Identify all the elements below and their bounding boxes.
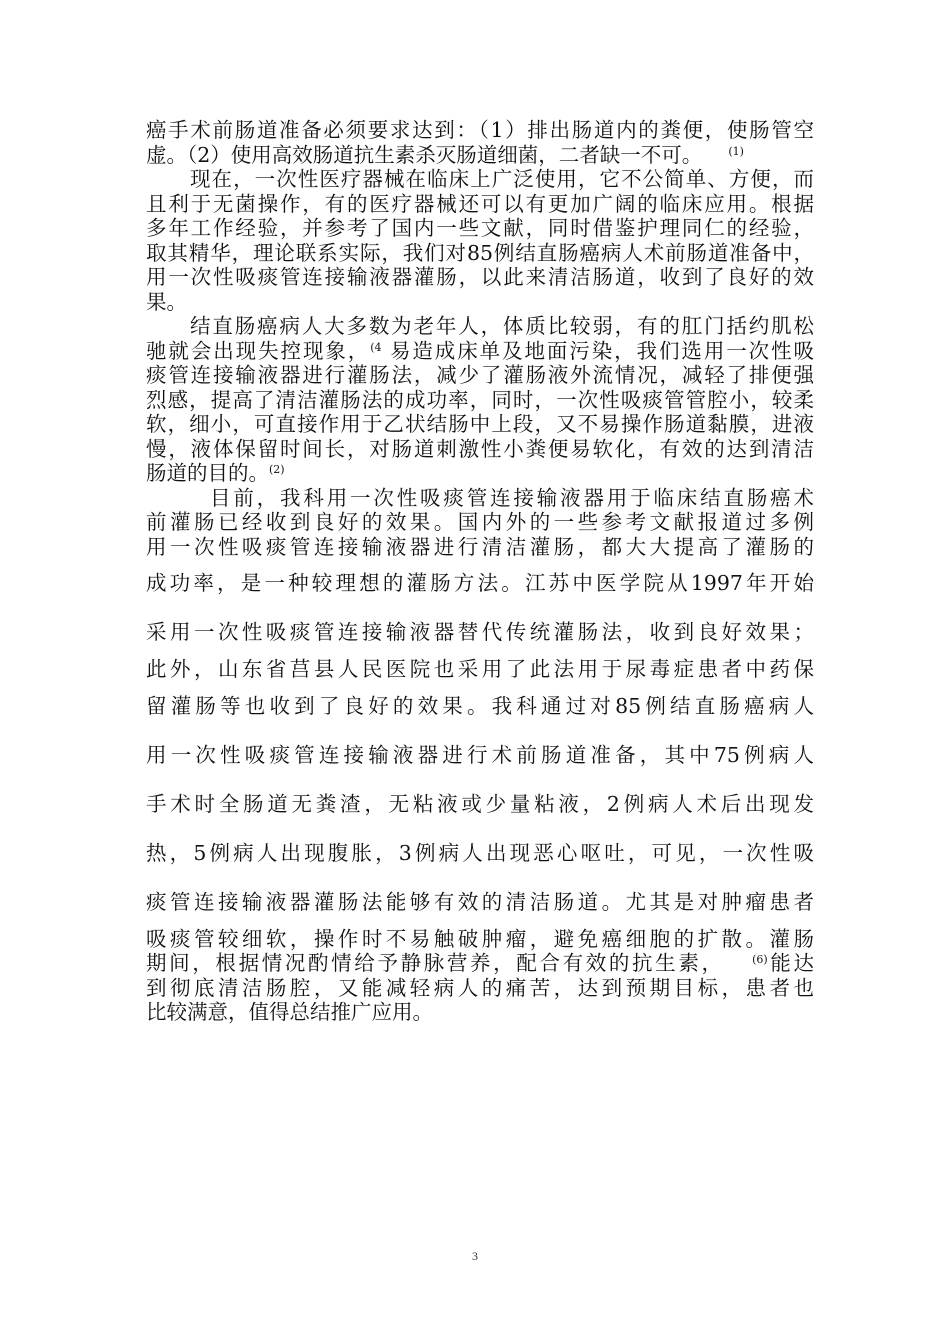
- text-line: 用一次性吸痰管连接输液器进行术前肠道准备，其中75例病人: [146, 742, 814, 767]
- text-line: 比较满意，值得总结推广应用。: [146, 1000, 433, 1024]
- page-number: 3: [472, 1249, 478, 1263]
- text-line: 采用一次性吸痰管连接输液器替代传统灌肠法，收到良好效果；: [146, 620, 814, 644]
- text-line: 烈感，提高了清洁灌肠法的成功率，同时，一次性吸痰管管腔小，较柔: [146, 387, 814, 412]
- paragraph-1: [146, 118, 814, 167]
- text-line: [146, 461, 814, 486]
- text-line: 软，细小，可直接作用于乙状结肠中上段，又不易操作肠道黏膜，进液: [146, 412, 814, 436]
- text-line: 手术时全肠道无粪渣，无粘液或少量粘液，2例病人术后出现发: [146, 791, 814, 816]
- text-line: 目前，我科用一次性吸痰管连接输液器用于临床结直肠癌术: [210, 485, 814, 510]
- text-span: 期间，根据情况酌情给予静脉营养，配合有效的抗生素，: [146, 951, 725, 975]
- text-line: 且利于无菌操作，有的医疗器械还可以有更加广阔的临床应用。根据: [146, 191, 814, 216]
- text-line: 癌手术前肠道准备必须要求达到：（1）排出肠道内的粪便，使肠管空: [146, 118, 814, 142]
- text-line: 多年工作经验，并参考了国内一些文献，同时借鉴护理同仁的经验，: [146, 216, 814, 240]
- text-line: 取其精华，理论联系实际，我们对85例结直肠癌病人术前肠道准备中，: [146, 240, 814, 265]
- text-line: 痰管连接输液器灌肠法能够有效的清洁肠道。尤其是对肿瘤患者: [146, 889, 814, 914]
- text-span: 能达: [767, 951, 814, 975]
- paragraph-3: [146, 314, 814, 486]
- paragraph-2: [146, 167, 814, 314]
- text-line: 热，5例病人出现腹胀，3例病人出现恶心呕吐，可见，一次性吸: [146, 840, 814, 865]
- citation-2: (2): [269, 463, 285, 476]
- text-span: 易造成床单及地面污染，我们选用一次性吸: [389, 338, 814, 363]
- text-line: [146, 339, 814, 364]
- text-span: 虚。（2）使用高效肠道抗生素杀灭肠道细菌，二者缺一不可。: [146, 142, 703, 167]
- text-line: 此外，山东省莒县人民医院也采用了此法用于尿毒症患者中药保: [146, 657, 814, 681]
- text-line: [146, 951, 814, 976]
- text-line: 用一次性吸痰管连接输液器灌肠，以此来清洁肠道，收到了良好的效: [146, 265, 814, 289]
- citation-1: (1): [728, 144, 744, 158]
- text-line: 前灌肠已经收到良好的效果。国内外的一些参考文献报道过多例: [146, 510, 814, 534]
- paragraph-4: [146, 486, 814, 1025]
- text-line: 吸痰管较细软，操作时不易触破肿瘤，避免癌细胞的扩散。灌肠: [146, 926, 814, 951]
- text-line: 用一次性吸痰管连接输液器进行清洁灌肠，都大大提高了灌肠的: [146, 534, 814, 559]
- text-line: 慢，液体保留时间长，对肠道刺激性小粪便易软化，有效的达到清洁: [146, 436, 814, 461]
- text-line: 痰管连接输液器进行灌肠法，减少了灌肠液外流情况，减轻了排便强: [146, 363, 814, 387]
- text-line: 现在，一次性医疗器械在临床上广泛使用，它不公简单、方便，而: [190, 167, 814, 191]
- text-line: 留灌肠等也收到了良好的效果。我科通过对85例结直肠癌病人: [146, 693, 814, 718]
- citation-4: (4: [370, 340, 382, 354]
- text-line: 成功率，是一种较理想的灌肠方法。江苏中医学院从1997年开始: [146, 571, 814, 595]
- citation-6: (6): [752, 953, 768, 966]
- text-span: 驰就会出现失控现象，: [146, 338, 371, 363]
- text-line: 结直肠癌病人大多数为老年人，体质比较弱，有的肛门括约肌松: [190, 314, 814, 338]
- text-span: 肠道的目的。: [146, 461, 269, 485]
- text-line: 果。: [146, 289, 187, 314]
- text-line: 到彻底清洁肠腔，又能减轻病人的痛苦，达到预期目标，患者也: [146, 975, 814, 1000]
- body-text: [146, 118, 814, 1025]
- text-line: [146, 143, 814, 168]
